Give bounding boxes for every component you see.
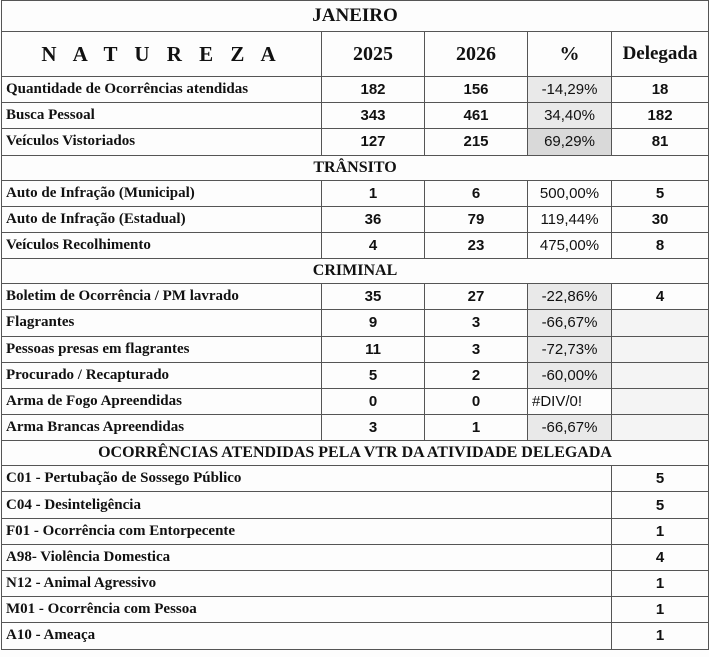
value-delegada: 4	[612, 284, 709, 310]
occurrence-label: M01 - Ocorrência com Pessoa	[2, 597, 612, 623]
list-item	[2, 518, 709, 544]
section-title-criminal: CRIMINAL	[2, 259, 709, 284]
value-delegada	[612, 336, 709, 362]
value-2026: 6	[425, 180, 528, 206]
value-2025: 36	[322, 206, 425, 232]
value-2026: 23	[425, 232, 528, 258]
value-delegada	[612, 310, 709, 336]
header-2026: 2026	[425, 32, 528, 77]
occurrence-count: 4	[612, 544, 709, 570]
table-row	[2, 362, 709, 388]
value-2025: 182	[322, 77, 425, 103]
table-row	[2, 206, 709, 232]
value-2026: 0	[425, 388, 528, 414]
value-percent: 475,00%	[528, 232, 612, 258]
value-delegada	[612, 362, 709, 388]
value-2025: 3	[322, 415, 425, 441]
occurrence-label: C01 - Pertubação de Sossego Público	[2, 466, 612, 492]
value-delegada	[612, 388, 709, 414]
section-row-delegada	[2, 441, 709, 466]
occurrence-count: 1	[612, 518, 709, 544]
table-row	[2, 284, 709, 310]
value-percent: -22,86%	[528, 284, 612, 310]
value-2025: 9	[322, 310, 425, 336]
value-delegada: 182	[612, 103, 709, 129]
value-percent: -14,29%	[528, 77, 612, 103]
table-row	[2, 232, 709, 258]
row-label: Veículos Recolhimento	[2, 232, 322, 258]
occurrence-count: 5	[612, 466, 709, 492]
value-2026: 79	[425, 206, 528, 232]
section-row-transito	[2, 155, 709, 180]
list-item	[2, 597, 709, 623]
section-title-delegada: OCORRÊNCIAS ATENDIDAS PELA VTR DA ATIVIDADE DELEGADA	[2, 441, 709, 466]
list-item	[2, 492, 709, 518]
value-percent: 69,29%	[528, 129, 612, 155]
list-item	[2, 623, 709, 649]
occurrence-label: C04 - Desinteligência	[2, 492, 612, 518]
report-table	[1, 0, 709, 650]
table-row	[2, 180, 709, 206]
occurrence-label: A10 - Ameaça	[2, 623, 612, 649]
value-percent: -60,00%	[528, 362, 612, 388]
section-row-criminal	[2, 259, 709, 284]
occurrence-count: 5	[612, 492, 709, 518]
row-label: Pessoas presas em flagrantes	[2, 336, 322, 362]
table-row	[2, 336, 709, 362]
value-percent: -66,67%	[528, 310, 612, 336]
value-percent: #DIV/0!	[528, 388, 612, 414]
row-label: Auto de Infração (Municipal)	[2, 180, 322, 206]
value-delegada: 8	[612, 232, 709, 258]
value-percent: 34,40%	[528, 103, 612, 129]
section-title-transito: TRÂNSITO	[2, 155, 709, 180]
value-percent: 500,00%	[528, 180, 612, 206]
header-2025: 2025	[322, 32, 425, 77]
value-2026: 215	[425, 129, 528, 155]
value-2026: 461	[425, 103, 528, 129]
value-2025: 35	[322, 284, 425, 310]
value-delegada	[612, 415, 709, 441]
row-label: Auto de Infração (Estadual)	[2, 206, 322, 232]
value-delegada: 30	[612, 206, 709, 232]
value-percent: -72,73%	[528, 336, 612, 362]
occurrence-label: N12 - Animal Agressivo	[2, 571, 612, 597]
value-delegada: 81	[612, 129, 709, 155]
header-natureza: N A T U R E Z A	[2, 32, 322, 77]
value-2026: 1	[425, 415, 528, 441]
row-label: Quantidade de Ocorrências atendidas	[2, 77, 322, 103]
list-item	[2, 544, 709, 570]
occurrence-label: A98- Violência Domestica	[2, 544, 612, 570]
list-item	[2, 466, 709, 492]
value-2025: 11	[322, 336, 425, 362]
value-2025: 127	[322, 129, 425, 155]
header-delegada: Delegada	[612, 32, 709, 77]
month-title: JANEIRO	[2, 1, 709, 32]
value-2026: 27	[425, 284, 528, 310]
header-row	[2, 32, 709, 77]
table-row	[2, 103, 709, 129]
value-2025: 1	[322, 180, 425, 206]
value-percent: -66,67%	[528, 415, 612, 441]
value-delegada: 18	[612, 77, 709, 103]
occurrence-label: F01 - Ocorrência com Entorpecente	[2, 518, 612, 544]
value-2026: 156	[425, 77, 528, 103]
table-row	[2, 388, 709, 414]
table-row	[2, 129, 709, 155]
list-item	[2, 571, 709, 597]
occurrence-count: 1	[612, 597, 709, 623]
table-row	[2, 415, 709, 441]
table-row	[2, 310, 709, 336]
value-2026: 3	[425, 336, 528, 362]
value-2025: 0	[322, 388, 425, 414]
row-label: Procurado / Recapturado	[2, 362, 322, 388]
row-label: Flagrantes	[2, 310, 322, 336]
row-label: Busca Pessoal	[2, 103, 322, 129]
row-label: Arma Brancas Apreendidas	[2, 415, 322, 441]
row-label: Boletim de Ocorrência / PM lavrado	[2, 284, 322, 310]
value-2026: 2	[425, 362, 528, 388]
occurrence-count: 1	[612, 623, 709, 649]
value-2025: 4	[322, 232, 425, 258]
occurrence-count: 1	[612, 571, 709, 597]
title-row	[2, 1, 709, 32]
value-2025: 343	[322, 103, 425, 129]
header-percent: %	[528, 32, 612, 77]
value-percent: 119,44%	[528, 206, 612, 232]
row-label: Arma de Fogo Apreendidas	[2, 388, 322, 414]
value-2025: 5	[322, 362, 425, 388]
value-delegada: 5	[612, 180, 709, 206]
table-row	[2, 77, 709, 103]
value-2026: 3	[425, 310, 528, 336]
row-label: Veículos Vistoriados	[2, 129, 322, 155]
